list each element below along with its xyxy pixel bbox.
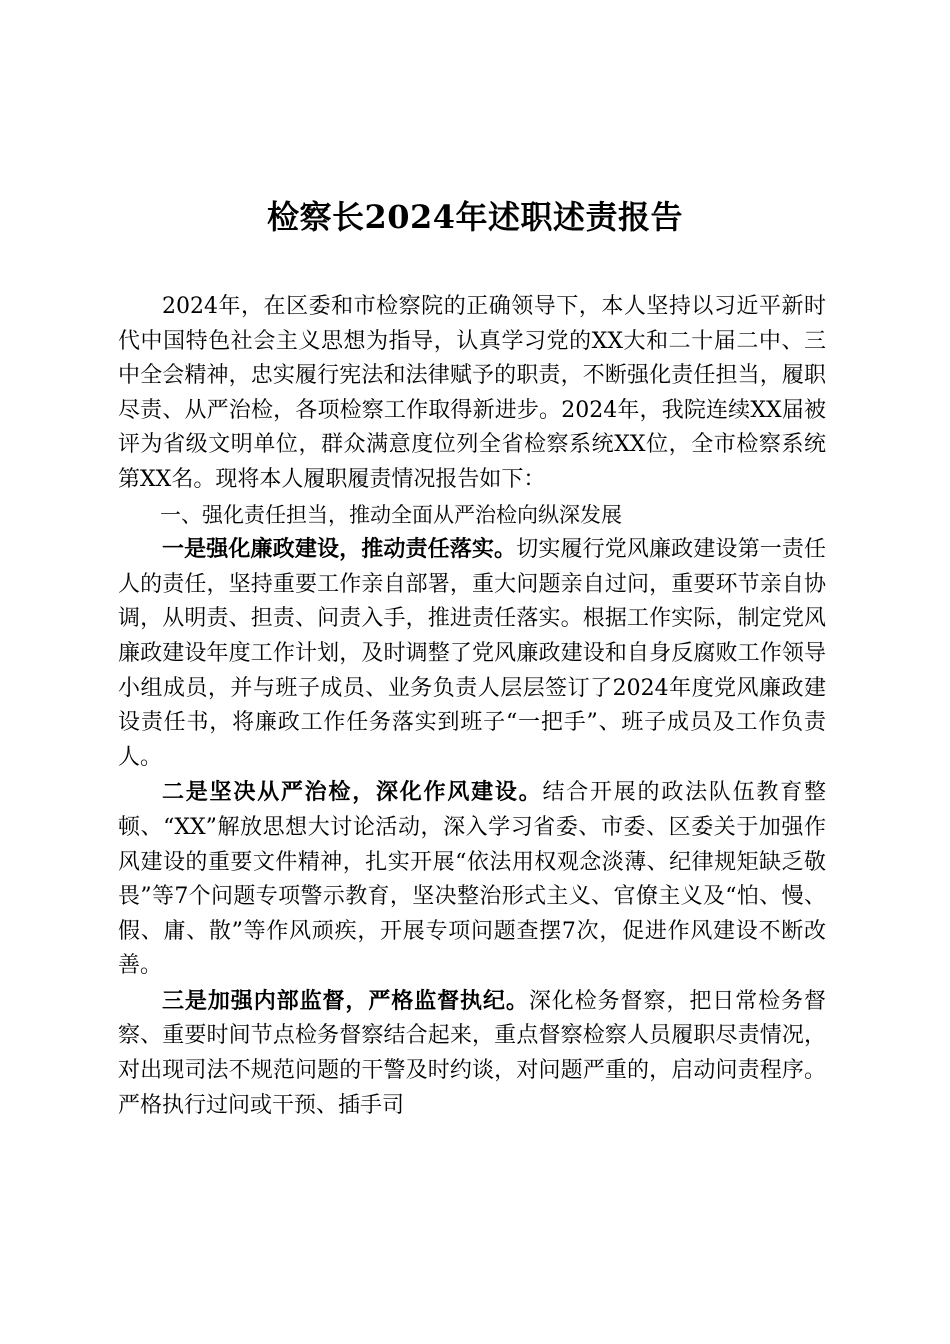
body-paragraph [118,984,826,1123]
intro-paragraph: 2024年，在区委和市检察院的正确领导下，本人坚持以习近平新时代中国特色社会主义思想为指导，认真学习党的XX大和二十届二中、三中全会精神，忠实履行宪法和法律赋予的职责，不断强化责任担当，履职尽责、从严治检，各项检察工作取得新进步。2024年，我院连续XX届被评为省级文明单位，群众满意度位列全省检察系统XX位，全市检察系统第XX名。现将本人履职履责情况报告如下： [118,294,826,492]
paragraph-text: 切实履行党风廉政建设第一责任人的责任，坚持重要工作亲自部署，重大问题亲自过问，重要环节亲自协调，从明责、担责、问责入手，推进责任落实。根据工作实际，制定党风廉政建设年度工作计划，及时调整了党风廉政建设和自身反腐败工作领导小组成员，并与班子成员、业务负责人层层签订了2024年度党风廉政建设责任书，将廉政工作任务落实到班子“一把手”、班子成员及工作负责人。 [118,537,826,770]
paragraph-lead: 二是坚决从严治检，深化作风建设。 [162,779,543,806]
body-paragraph [118,532,826,775]
document-body [118,290,826,1123]
paragraph-text: 深化检务督察，把日常检务督察、重要时间节点检务督察结合起来，重点督察检察人员履职尽责情况，对出现司法不规范问题的干警及时约谈，对问题严重的，启动问责程序。严格执行过问或干预、插手司 [118,988,826,1118]
paragraph-lead: 一是强化廉政建设，推动责任落实。 [162,536,517,563]
paragraph-text: 结合开展的政法队伍教育整顿、“XX”解放思想大讨论活动，深入学习省委、市委、区委关于加强作风建设的重要文件精神，扎实开展“依法用权观念淡薄、纪律规矩缺乏敬畏”等7个问题专项警示教育，坚决整治形式主义、官僚主义及“怕、慢、假、庸、散”等作风顽疾，开展专项问题查摆7次，促进作风建设不断改善。 [118,780,826,979]
body-paragraph [118,775,826,984]
section-heading: 一、强化责任担当，推动全面从严治检向纵深发展 [160,502,622,527]
paragraph-lead: 三是加强内部监督，严格监督执纪。 [162,987,529,1014]
document-title: 检察长2024年述职述责报告 [266,198,684,236]
